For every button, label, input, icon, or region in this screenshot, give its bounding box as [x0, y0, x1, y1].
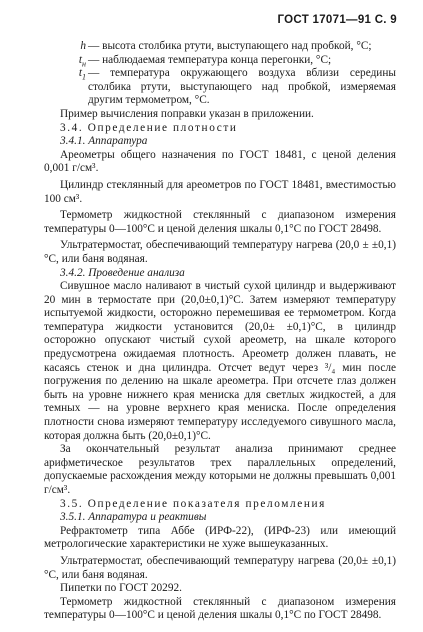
para-pipettes: Пипетки по ГОСТ 20292.	[60, 582, 182, 595]
document-body	[44, 40, 396, 623]
subsection-heading-apparatus: 3.4.1. Аппаратура	[60, 135, 148, 148]
para-thermometer-2: Термометр жидкостной стеклянный с диапазоном измерения температуры 0—100°С и ценой деления шкалы 0,1°С по ГОСТ 28498.	[44, 595, 396, 622]
definition-tn	[44, 54, 396, 68]
section-heading-density: 3.4. Определение плотности	[60, 121, 238, 134]
symbol-h: h	[80, 40, 86, 52]
symbol-t1: $t_1$	[78, 67, 86, 82]
para-ultrathermostat: Ультратермостат, обеспечивающий температуру нагрева (20,0 ± ±0,1)°С, или баня водяная.	[44, 239, 396, 265]
para-thermometer: Термометр жидкостной стеклянный с диапазоном измерения температуры 0—100°С и ценой деления шкалы 0,1°С по ГОСТ 28498.	[44, 209, 396, 235]
definition-tn-text: — наблюдаемая температура конца перегонки, °С;	[88, 53, 332, 66]
section-heading-refraction: 3.5. Определение показателя преломления	[60, 497, 326, 510]
subsection-heading-apparatus-reagents: 3.5.1. Аппаратура и реактивы	[60, 511, 207, 524]
page-header: ГОСТ 17071—91 С. 9	[277, 14, 397, 26]
para-areometers: Ареометры общего назначения по ГОСТ 18481, с ценой деления 0,001 г/см³.	[44, 148, 396, 175]
example-note: Пример вычисления поправки указан в приложении.	[60, 107, 314, 120]
definition-t1	[44, 67, 396, 108]
subsection-heading-analysis: 3.4.2. Проведение анализа	[60, 266, 185, 279]
para-ultrathermostat-2: Ультратермостат, обеспечивающий температуру нагрева (20,0± ±0,1)°С, или баня водяная.	[44, 554, 396, 581]
para-refractometer: Рефрактометр типа Аббе (ИРФ-22), (ИРФ-23) или имеющий метрологические характеристики не хуже вышеуказанных.	[44, 524, 396, 551]
para-cylinder: Цилиндр стеклянный для ареометров по ГОСТ 18481, вместимостью 100 см³.	[44, 178, 396, 205]
para-procedure: Сивушное масло наливают в чистый сухой цилиндр и выдерживают 20 мин в термостате при (20,0±0,1)°С. Затем измеряют температуру испытуемой жидкости, осторожно перемешивая ее термометром. Когда температура жидкости установится (20,0± ±0,1)°С, в цилиндр осторожно опускают чистый сухой ареометр, на шкале которого предусмотрена ожидаемая плотность. Ареометр должен плавать, не касаясь стенок и дна цилиндра. Отсчет ведут через ³/₄ мин после погружения по делению на шкале ареометра. При отсчете глаз должен быть на уровне нижнего края мениска для светлых жидкостей, а для темных — на уровне верхнего края мениска. После определения плотности снова измеряют температуру исследуемого сивушного масла, которая должна быть (20,0±0,1)°С.	[44, 280, 396, 442]
para-final-result: За окончательный результат анализа принимают среднее арифметическое результатов трех параллельных определений, допускаемые расхождения между которыми не должны превышать 0,001 г/см³.	[44, 443, 396, 496]
symbol-tn: $t_н$	[78, 53, 86, 68]
definition-h-text: — высота столбика ртути, выступающего над пробкой, °С;	[88, 40, 372, 52]
definition-t1-text: — температура окружающего воздуха вблизи середины столбика ртути, выступающего над пробкой, измеряемая другим термометром, °С.	[88, 67, 396, 107]
definition-h	[44, 40, 396, 54]
